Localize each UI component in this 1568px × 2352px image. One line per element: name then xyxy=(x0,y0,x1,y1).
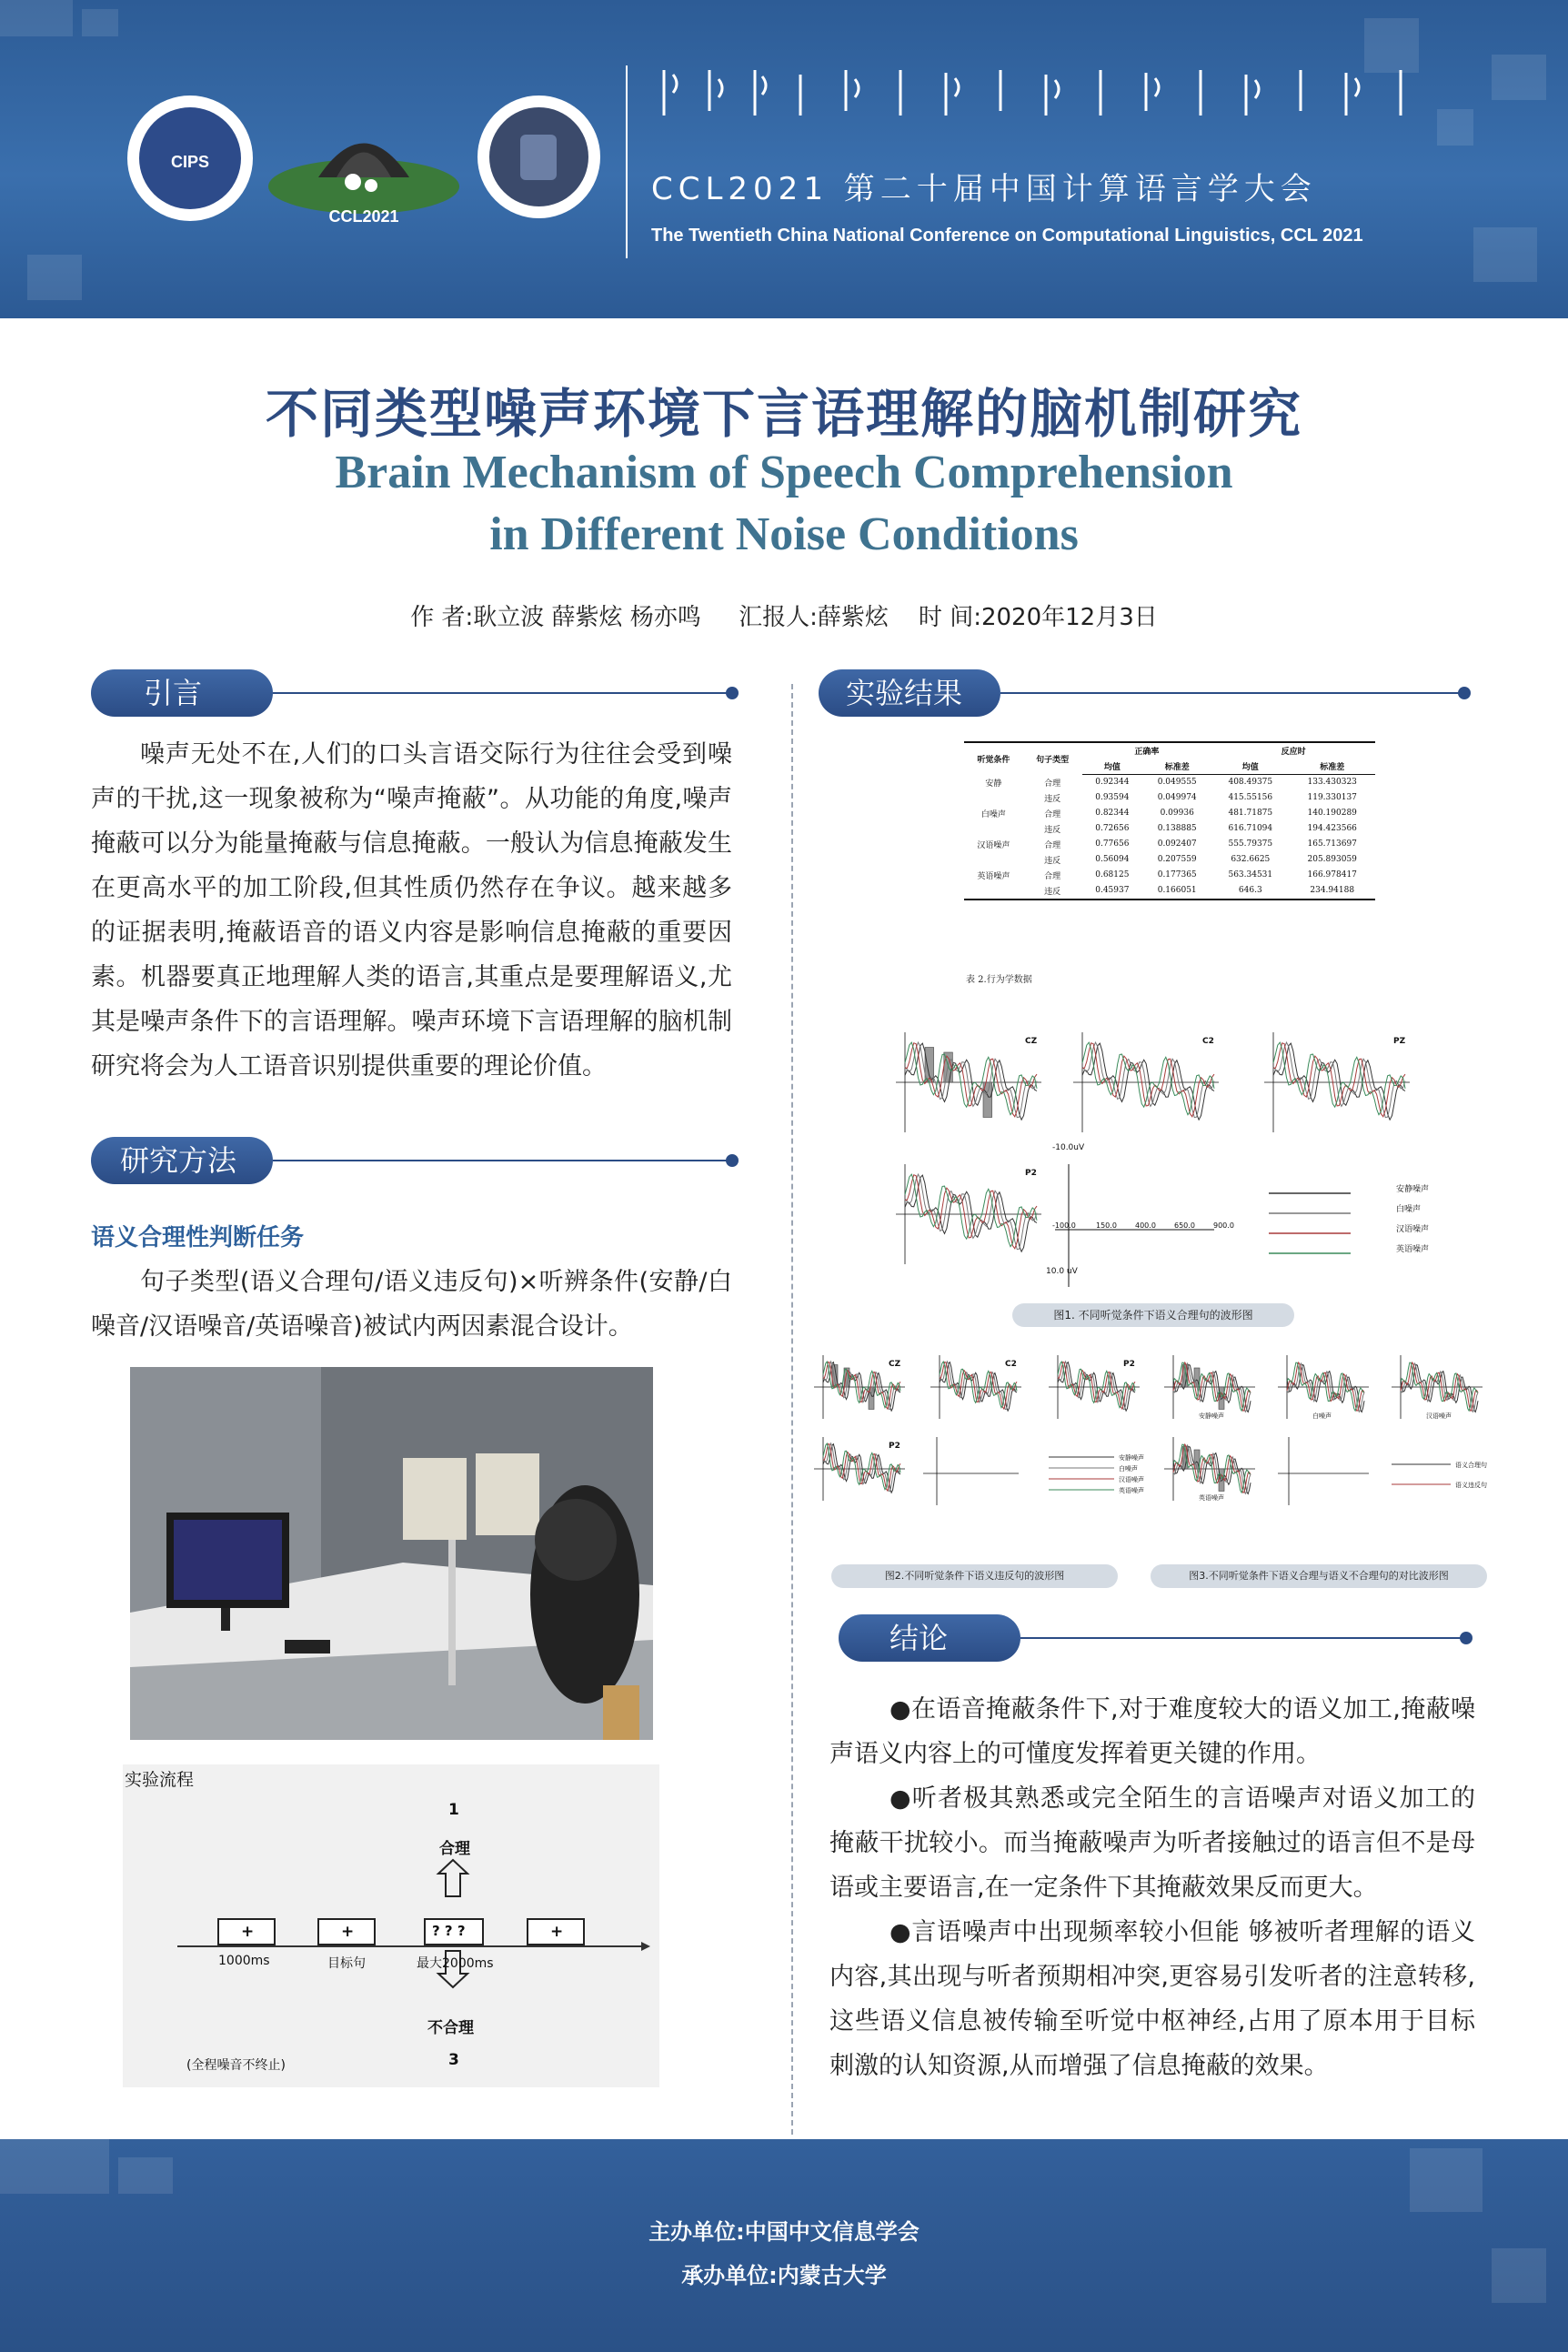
fig2-legend-label: 英语噪声 xyxy=(1119,1487,1144,1494)
fig3-caption: 图3.不同听觉条件下语义合理与语义不合理句的对比波形图 xyxy=(1151,1564,1487,1588)
intro-paragraph: 噪声无处不在,人们的口头言语交际行为往往会受到噪声的干扰,这一现象被称为“噪声掩蔽”。从功能的角度,噪声掩蔽可以分为能量掩蔽与信息掩蔽。一般认为信息掩蔽发生在更高水平的加工阶段,但其性质仍然存在争议。越来越多的证据表明,掩蔽语音的语义内容是影响信息掩蔽的重要因素。机器要真正地理解人类的语言,其重点是要理解语义,尤其是噪声条件下的言语理解。噪声环境下言语理解的脑机制研究将会为人工语音识别提供重要的理论价值。 xyxy=(91,740,732,1081)
table-cell-acc-m: 0.92344 xyxy=(1095,778,1130,788)
table-cell-rt-sd: 234.94188 xyxy=(1289,883,1375,900)
lab-setup-photo xyxy=(130,1367,653,1740)
conference-title-cn: CCL2021 第二十届中国计算语言学大会 xyxy=(651,171,1317,207)
fig3-legend-label: 语义违反句 xyxy=(1455,1482,1487,1489)
table-cell-type: 违反 xyxy=(1044,825,1061,835)
x-tick-label: 400.0 xyxy=(1135,1221,1156,1230)
flow-box-2: + xyxy=(341,1923,355,1941)
paper-title-en-line2: in Different Noise Conditions xyxy=(489,508,1079,560)
conclusion-point-1: ●在语音掩蔽条件下,对于难度较大的语义加工,掩蔽噪声语义内容上的可懂度发挥着更关键的作用。 xyxy=(829,1695,1475,1768)
flow-box-1: + xyxy=(241,1923,255,1941)
cips-logo xyxy=(127,95,253,221)
fig3-panel-label: 安静噪声 xyxy=(1199,1412,1224,1420)
table-caption: 表 2.行为学数据 xyxy=(966,975,1032,985)
x-tick-label: 650.0 xyxy=(1174,1221,1195,1230)
table-cell-cond: 汉语噪声 xyxy=(977,840,1010,850)
paper-title-en-line1: Brain Mechanism of Speech Comprehension xyxy=(335,447,1233,498)
results-heading: 实验结果 xyxy=(819,669,1000,717)
table-cell-cond: 安静 xyxy=(985,779,1002,789)
table-cell-cond xyxy=(964,821,1023,837)
header-divider xyxy=(626,65,628,258)
table-cell-cond: 白噪声 xyxy=(980,809,1006,819)
table-cell-acc-sd: 0.166051 xyxy=(1142,883,1211,900)
paper-title-cn: 不同类型噪声环境下言语理解的脑机制研究 xyxy=(265,383,1302,445)
fig3-panel-label: 英语噪声 xyxy=(1199,1494,1224,1502)
flow-time-2: 目标句 xyxy=(327,1956,366,1971)
table-cell-cond xyxy=(964,790,1023,806)
fig2-panel xyxy=(814,1437,905,1501)
flow-note: (全程噪音不终止) xyxy=(186,2058,286,2073)
th-acc-mean: 均值 xyxy=(1082,759,1143,775)
table-cell-acc-sd: 0.049555 xyxy=(1157,778,1197,788)
flow-top-number: 1 xyxy=(448,1801,459,1819)
table-row xyxy=(964,852,1375,868)
imu-logo xyxy=(477,95,600,218)
table-row xyxy=(964,837,1375,852)
fig3-panel xyxy=(1164,1355,1255,1419)
table-cell-type: 合理 xyxy=(1044,779,1061,789)
table-row xyxy=(964,790,1375,806)
conference-banner xyxy=(0,0,1568,318)
results-heading-dot xyxy=(1458,687,1471,699)
table-cell-acc-m: 0.72656 xyxy=(1095,824,1130,833)
legend-label: 白噪声 xyxy=(1396,1205,1422,1214)
host-organization: 主办单位:中国中文信息学会 xyxy=(648,2219,920,2245)
table-cell-cond xyxy=(964,852,1023,868)
table-cell-rt-sd: 194.423566 xyxy=(1307,824,1357,833)
th-accuracy: 正确率 xyxy=(1082,742,1212,759)
fig2-panel xyxy=(1049,1355,1140,1419)
method-section-header xyxy=(91,1137,741,1184)
th-condition: 听觉条件 xyxy=(964,742,1023,775)
flow-bottom-number: 3 xyxy=(448,2051,459,2069)
figure1-waveforms xyxy=(887,1019,1432,1292)
th-rt-mean: 均值 xyxy=(1211,759,1289,775)
table-cell-rt-sd: 119.330137 xyxy=(1307,793,1357,802)
fig1-y-bottom: 10.0 uV xyxy=(1046,1267,1078,1276)
channel-label: CZ xyxy=(1025,1037,1038,1046)
legend-label: 英语噪声 xyxy=(1396,1245,1430,1254)
flow-time-1: 1000ms xyxy=(218,1954,270,1968)
table-cell-rt-m: 555.79375 xyxy=(1228,839,1273,849)
table-cell-type: 合理 xyxy=(1044,871,1061,881)
table-cell-rt-sd: 166.978417 xyxy=(1307,870,1357,879)
flow-top-label: 合理 xyxy=(439,1840,470,1858)
x-tick-label: 150.0 xyxy=(1096,1221,1117,1230)
conference-title-en: The Twentieth China National Conference on Computational Linguistics, CCL 2021 xyxy=(651,226,1363,246)
intro-section-header xyxy=(91,669,741,717)
th-reaction-time: 反应时 xyxy=(1211,742,1375,759)
channel-label: CZ xyxy=(889,1360,901,1369)
fig3-panel-label: 汉语噪声 xyxy=(1426,1412,1452,1420)
table-cell-acc-sd: 0.207559 xyxy=(1157,855,1197,864)
method-heading-rule xyxy=(273,1160,728,1161)
fig2-panel xyxy=(814,1355,905,1419)
flow-time-3: 最大2000ms xyxy=(417,1956,494,1971)
erp-panel-c2 xyxy=(1073,1032,1219,1132)
behavior-data-table xyxy=(964,741,1375,900)
table-row xyxy=(964,868,1375,883)
column-divider xyxy=(791,684,793,2135)
table-cell-type: 合理 xyxy=(1044,840,1061,850)
cips-logo-text: CIPS xyxy=(170,153,209,171)
channel-label: P2 xyxy=(1025,1169,1037,1178)
table-cell-cond: 英语噪声 xyxy=(977,871,1010,881)
channel-label: P2 xyxy=(1123,1360,1135,1369)
conclusion-section-header xyxy=(839,1614,1475,1662)
channel-label: C2 xyxy=(1202,1037,1214,1046)
table-cell-rt-m: 408.49375 xyxy=(1228,778,1273,788)
erp-panel-p2 xyxy=(896,1164,1041,1264)
fig1-y-top: -10.0uV xyxy=(1052,1143,1085,1152)
method-paragraph: 句子类型(语义合理句/语义违反句)×听辨条件(安静/白噪音/汉语噪音/英语噪音)被试内两因素混合设计。 xyxy=(91,1268,732,1341)
table-cell-acc-sd: 0.138885 xyxy=(1157,824,1197,833)
intro-heading-dot xyxy=(726,687,739,699)
poster-footer xyxy=(0,2139,1568,2352)
mongolian-script-title xyxy=(655,65,1428,120)
fig2-legend-label: 汉语噪声 xyxy=(1119,1476,1144,1483)
fig3-panel xyxy=(1392,1355,1483,1419)
table-cell-acc-sd: 0.177365 xyxy=(1157,870,1197,879)
method-heading-dot xyxy=(726,1154,739,1167)
table-cell-type: 违反 xyxy=(1044,856,1061,866)
table-cell-type: 违反 xyxy=(1023,883,1082,900)
table-row xyxy=(964,806,1375,821)
ccl-logo-text: CCL2021 xyxy=(328,207,399,226)
table-cell-acc-m: 0.56094 xyxy=(1095,855,1130,864)
legend-label: 汉语噪声 xyxy=(1396,1225,1430,1234)
method-heading: 研究方法 xyxy=(91,1137,273,1184)
flow-box-4: + xyxy=(550,1923,564,1941)
conclusion-point-2: ●听者极其熟悉或完全陌生的言语噪声对语义加工的掩蔽干扰较小。而当掩蔽噪声为听者接触过的语言但不是母语或主要语言,在一定条件下其掩蔽效果反而更大。 xyxy=(829,1784,1475,1902)
table-cell-rt-m: 616.71094 xyxy=(1228,824,1273,833)
table-cell-acc-sd: 0.092407 xyxy=(1157,839,1197,849)
fig1-caption: 图1. 不同听觉条件下语义合理句的波形图 xyxy=(1012,1303,1294,1327)
table-row xyxy=(964,821,1375,837)
erp-panel-cz xyxy=(896,1032,1041,1132)
conclusion-body xyxy=(829,1687,1475,2088)
table-cell-acc-sd: 0.049974 xyxy=(1157,793,1197,802)
th-rt-sd: 标准差 xyxy=(1289,759,1375,775)
table-cell-rt-sd: 205.893059 xyxy=(1307,855,1357,864)
fig3-panel xyxy=(1164,1437,1255,1501)
table-cell-type: 违反 xyxy=(1044,794,1061,804)
x-tick-label: -100.0 xyxy=(1052,1221,1076,1230)
channel-label: C2 xyxy=(1005,1360,1017,1369)
flow-bottom-label: 不合理 xyxy=(427,2019,474,2037)
flow-title: 实验流程 xyxy=(125,1770,195,1790)
table-cell-acc-m: 0.77656 xyxy=(1095,839,1130,849)
flow-diagram-graphics xyxy=(123,1764,659,2087)
legend-label: 安静噪声 xyxy=(1396,1185,1430,1194)
channel-label: PZ xyxy=(1393,1037,1406,1046)
table-cell-type: 合理 xyxy=(1044,809,1061,819)
th-acc-sd: 标准差 xyxy=(1142,759,1211,775)
table-cell-acc-m: 0.45937 xyxy=(1082,883,1143,900)
conclusion-heading-dot xyxy=(1460,1632,1473,1644)
table-cell-acc-m: 0.82344 xyxy=(1095,809,1130,818)
flow-box-3: ? ? ? xyxy=(432,1923,466,1939)
fig2-legend-label: 安静噪声 xyxy=(1119,1454,1144,1462)
fig3-panel-label: 白噪声 xyxy=(1312,1412,1332,1420)
fig3-panel xyxy=(1278,1355,1369,1419)
organizer: 承办单位:内蒙古大学 xyxy=(681,2263,887,2288)
figure2-3-waveforms xyxy=(814,1355,1492,1519)
results-heading-rule xyxy=(1000,692,1460,694)
table-row xyxy=(964,883,1375,900)
fig2-panel xyxy=(930,1355,1021,1419)
table-cell-rt-m: 646.3 xyxy=(1211,883,1289,900)
erp-panel-pz xyxy=(1264,1032,1410,1132)
table-cell-rt-sd: 133.430323 xyxy=(1307,778,1357,788)
conclusion-heading-rule xyxy=(1020,1637,1462,1639)
table-cell-rt-sd: 140.190289 xyxy=(1307,809,1357,818)
fig3-legend-label: 语义合理句 xyxy=(1455,1462,1487,1469)
table-cell-acc-sd: 0.09936 xyxy=(1160,809,1194,818)
table-cell-rt-m: 563.34531 xyxy=(1228,870,1273,879)
conclusion-heading: 结论 xyxy=(839,1614,1020,1662)
channel-label: P2 xyxy=(889,1442,900,1451)
intro-heading: 引言 xyxy=(91,669,273,717)
results-section-header xyxy=(819,669,1473,717)
experiment-flow-diagram xyxy=(123,1764,659,2087)
authors-line: 作 者:耿立波 薛紫炫 杨亦鸣 汇报人:薛紫炫 时 间:2020年12月3日 xyxy=(410,604,1158,631)
fig2-caption: 图2.不同听觉条件下语义违反句的波形图 xyxy=(831,1564,1118,1588)
table-cell-rt-m: 415.55156 xyxy=(1228,793,1273,802)
table-cell-rt-sd: 165.713697 xyxy=(1307,839,1357,849)
x-tick-label: 900.0 xyxy=(1213,1221,1234,1230)
fig2-legend-label: 白噪声 xyxy=(1119,1465,1138,1473)
table-row xyxy=(964,775,1375,790)
table-cell-acc-m: 0.93594 xyxy=(1095,793,1130,802)
table-cell-cond xyxy=(964,883,1023,900)
th-sentence-type: 句子类型 xyxy=(1023,742,1082,775)
conclusion-point-3: ●言语噪声中出现频率较小但能 够被听者理解的语义内容,其出现与听者预期相冲突,更容易引发听者的注意转移,这些语义信息被传输至听觉中枢神经,占用了原本用于目标刺激的认知资源,从而增强了信息掩蔽的效果。 xyxy=(829,1918,1475,2080)
table-cell-rt-m: 481.71875 xyxy=(1228,809,1273,818)
intro-heading-rule xyxy=(273,692,728,694)
method-subheading: 语义合理性判断任务 xyxy=(91,1224,305,1251)
table-cell-rt-m: 632.6625 xyxy=(1231,855,1271,864)
table-cell-acc-m: 0.68125 xyxy=(1095,870,1130,879)
